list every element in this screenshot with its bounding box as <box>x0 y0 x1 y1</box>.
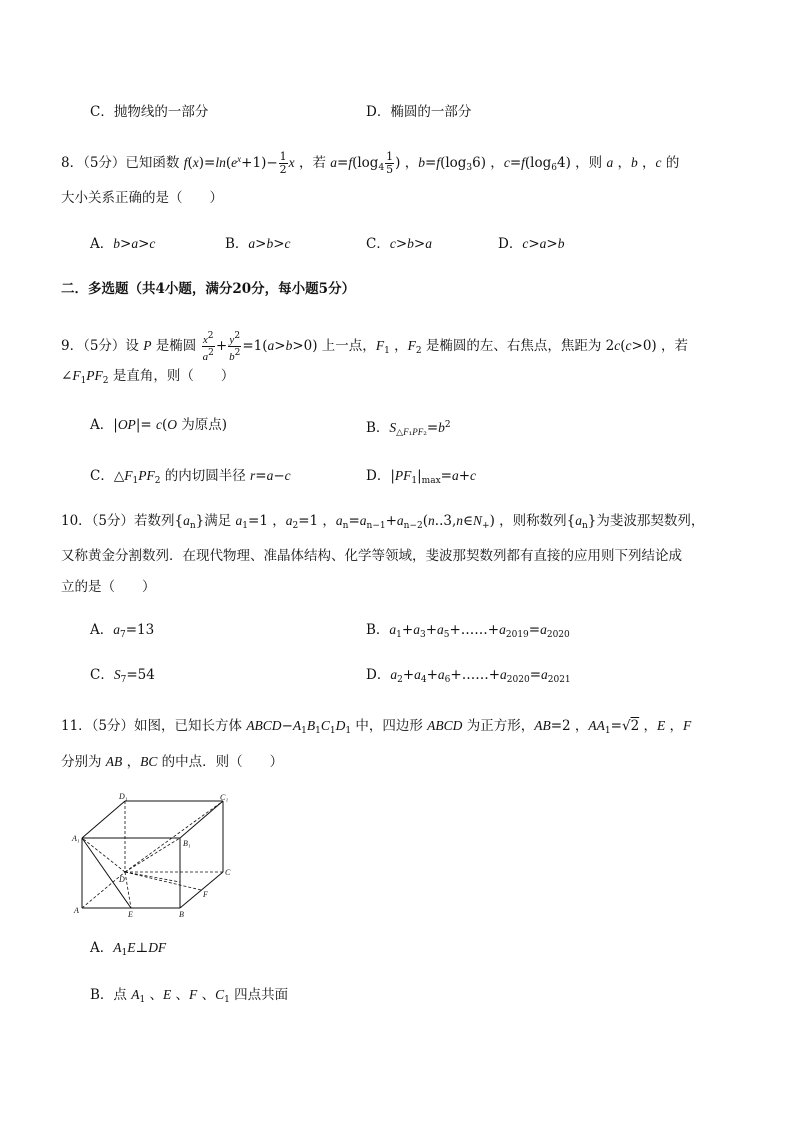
q8-option-b: B．a>b>c <box>225 236 291 252</box>
q7-option-d: D．椭圆的一部分 <box>366 104 472 120</box>
q10-stem-line1: 10．（5分）若数列$\{a_n\}$满足 $a_1=1$ ，$a_2=1$ ，$a_n=a_{n-1}+a_{n-2}(n..3,n\in N_+)$ ，则称数列$\{a_n\}$为斐波那契数列， <box>61 513 705 531</box>
label-e: E <box>128 910 133 919</box>
edge-a1-d1 <box>82 801 125 838</box>
label-a: A <box>74 906 79 915</box>
q10-stem-line2: 又称黄金分割数列．在现代物理、准晶体结构、化学等领域，斐波那契数列都有直接的应用则下列结论成 <box>61 548 682 564</box>
q8-stem-line2: 大小关系正确的是（ ） <box>61 190 223 206</box>
q11-option-a: A．$A_1E\perp DF$ <box>90 940 167 958</box>
segment-d-b1 <box>125 838 180 872</box>
q7-option-c: C．抛物线的一部分 <box>90 104 209 120</box>
q9-option-d: D．$|PF_1|_{max}=a+c$ <box>366 468 477 486</box>
q9-option-a: A．|OP|= c(O 为原点) <box>90 417 228 433</box>
q9-stem-line1: 9．（5分）设 P 是椭圆 $\frac{x^2}{a^2}$ + $\frac{y^2}{b^2}$ =1(a>b>0) 上一点，$F_1$ ，$F_2$ 是椭圆的左、右焦点，焦距为 2c(c>0) ，若 <box>61 331 688 363</box>
q10-option-a: A．$a_7=13$ <box>90 622 155 640</box>
label-c: C <box>225 868 231 877</box>
q10-stem-line3: 立的是（ ） <box>61 579 156 595</box>
q9-option-c: C．$\triangle F_1PF_2$ 的内切圆半径 r=a−c <box>90 468 291 486</box>
label-b1: B₁ <box>183 839 191 848</box>
segment-d-e <box>125 872 131 908</box>
cuboid-figure <box>68 792 240 922</box>
segment-d-f <box>125 872 201 890</box>
label-b: B <box>179 910 184 919</box>
edge-c1-b1 <box>180 801 223 838</box>
label-d1: D₁ <box>119 792 128 801</box>
label-a1: A₁ <box>72 834 80 843</box>
q9-stem-line2: $\angle F_1PF_2$ 是直角，则（ ） <box>61 368 235 386</box>
label-d: D <box>119 875 125 884</box>
q8-option-a: A．b>a>c <box>90 236 156 252</box>
segment-d-interior <box>125 872 180 882</box>
q11-stem-line2: 分别为 AB ，BC 的中点．则（ ） <box>61 754 284 770</box>
q9-option-b: B．$S_{\triangle F_1PF_2}=b^2$ <box>366 420 451 438</box>
segment-d-c1 <box>125 801 223 872</box>
q8-option-c: C．c>b>a <box>366 236 432 252</box>
q8-option-d: D．c>a>b <box>498 236 565 252</box>
edge-b-c <box>180 872 223 908</box>
q10-option-d: D．$a_2+a_4+a_6+\dots\dots+a_{2020}=a_{2021}$ <box>366 667 571 685</box>
q11-stem-line1: 11．（5分）如图，已知长方体 $ABCD-A_1B_1C_1D_1$ 中，四边形 ABCD 为正方形，AB=2 ，$AA_1=√2$ ，E ，F <box>61 718 692 736</box>
section-heading: 二．多选题（共4小题，满分20分，每小题5分） <box>61 281 356 297</box>
segment-d-a1 <box>82 838 125 872</box>
q10-option-c: C．$S_7=54$ <box>90 667 155 685</box>
label-f: F <box>203 890 208 899</box>
q8-stem-line1: 8．（5分）已知函数 $f(x)=\ln(e^x+1)-$ $\frac{1}{2}$ x ，若 $a=f(\log_4$ $\frac{1}{5}$ ) ，$b=f(\log_36)$ ，$c=f(\log_64)$ ，则 a ，b ，c 的 <box>61 150 680 176</box>
label-c1: C₁ <box>220 793 229 802</box>
segment-a1-e <box>82 838 131 908</box>
q11-option-b: B．点 $A_1$ 、E 、F 、$C_1$ 四点共面 <box>90 987 289 1005</box>
q10-option-b: B．$a_1+a_3+a_5+\dots\dots+a_{2019}=a_{2020}$ <box>366 622 570 640</box>
